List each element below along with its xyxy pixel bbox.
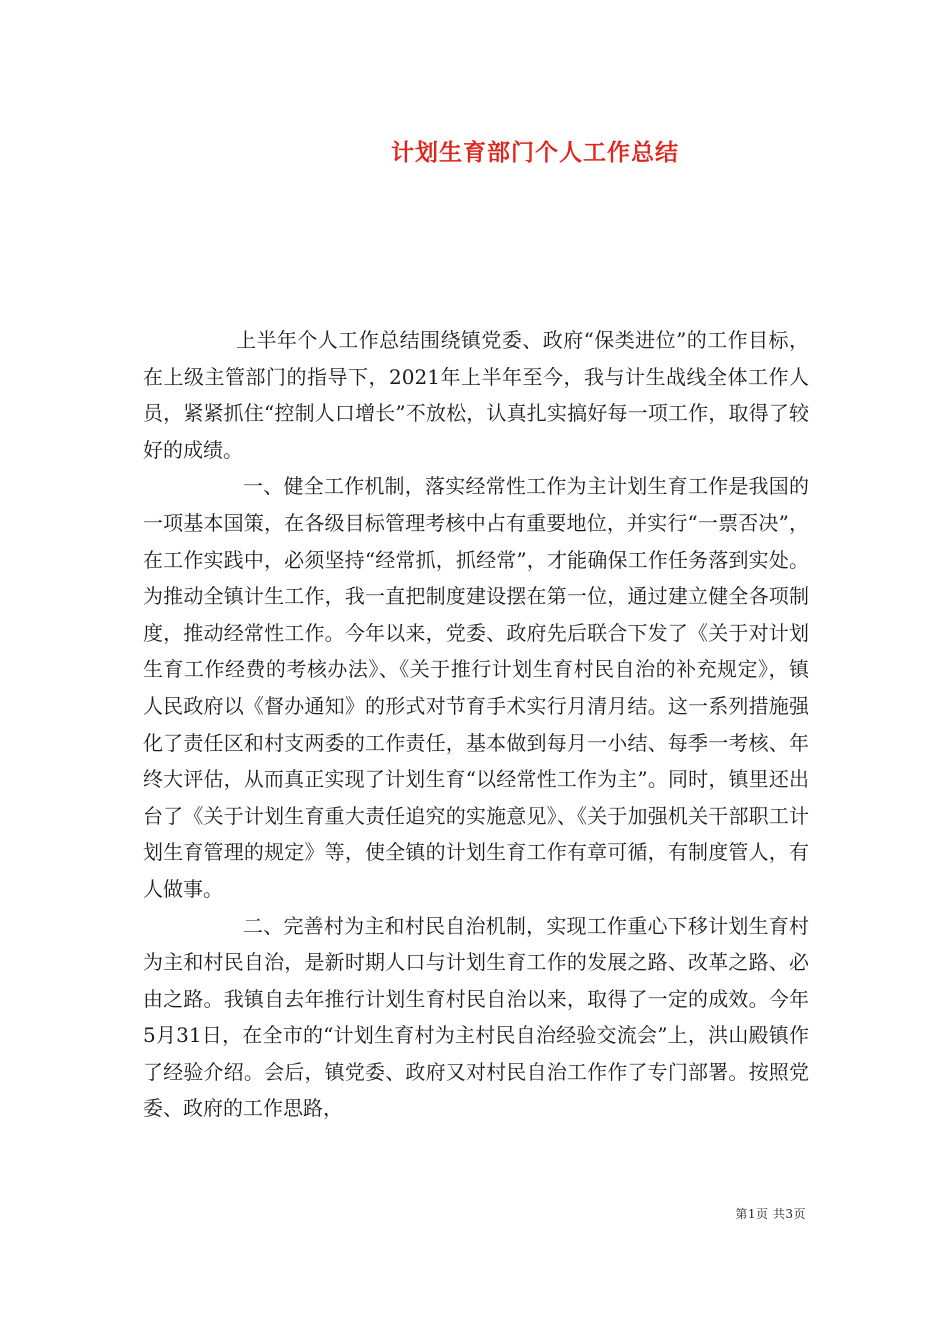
document-body (143, 322, 809, 1127)
page-number: 第1页 共3页 (735, 1207, 806, 1221)
paragraph-intro: 上半年个人工作总结围绕镇党委、政府“保类进位”的工作目标，在上级主管部门的指导下，2021年上半年至今，我与计生战线全体工作人员，紧紧抓住“控制人口增长”不放松，认真扎实搞好每一项工作，取得了较好的成绩。 (143, 328, 809, 462)
paragraph-section-2: 二、完善村为主和村民自治机制，实现工作重心下移计划生育村为主和村民自治，是新时期人口与计划生育工作的发展之路、改革之路、必由之路。我镇自去年推行计划生育村民自治以来，取得了一定的成效。今年5月31日，在全市的“计划生育村为主村民自治经验交流会”上，洪山殿镇作了经验介绍。会后，镇党委、政府又对村民自治工作作了专门部署。按照党委、政府的工作思路， (143, 913, 809, 1121)
document-title: 计划生育部门个人工作总结 (391, 139, 679, 166)
paragraph-section-1: 一、健全工作机制，落实经常性工作为主计划生育工作是我国的一项基本国策，在各级目标管理考核中占有重要地位，并实行“一票否决”，在工作实践中，必须坚持“经常抓，抓经常”，才能确保工作任务落到实处。为推动全镇计生工作，我一直把制度建设摆在第一位，通过建立健全各项制度，推动经常性工作。今年以来，党委、政府先后联合下发了《关于对计划生育工作经费的考核办法》、《关于推行计划生育村民自治的补充规定》，镇人民政府以《督办通知》的形式对节育手术实行月清月结。这一系列措施强化了责任区和村支两委的工作责任，基本做到每月一小结、每季一考核、年终大评估，从而真正实现了计划生育“以经常性工作为主”。同时，镇里还出台了《关于计划生育重大责任追究的实施意见》、《关于加强机关干部职工计划生育管理的规定》等，使全镇的计划生育工作有章可循，有制度管人，有人做事。 (143, 474, 809, 901)
